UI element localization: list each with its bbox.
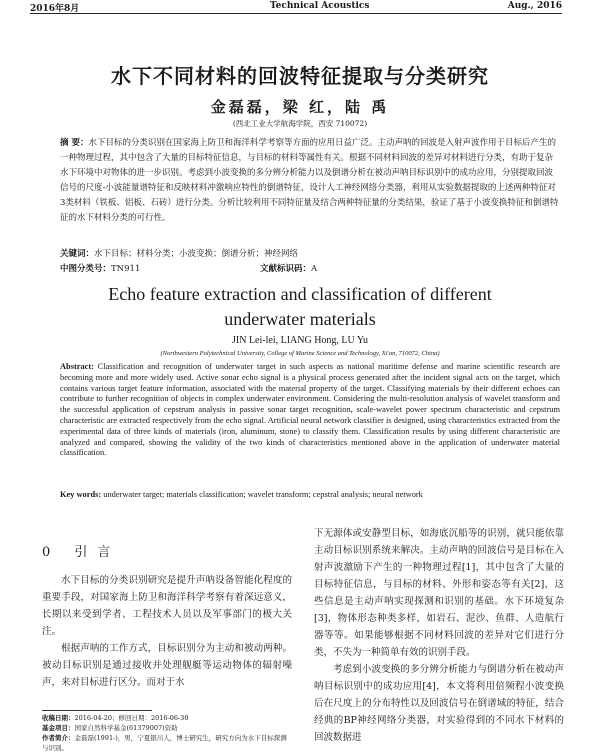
en-authors: JIN Lei-lei, LIANG Hong, LU Yu <box>232 335 368 346</box>
body-paragraph: 根据声呐的工作方式，目标识别分为主动和被动两种。被动目标识别是通过接收并处理舰艇等运动物体的辐射噪声，来对目标进行区分。而对于水 <box>42 643 292 688</box>
en-title <box>0 282 600 332</box>
en-abstract-text: Classification and recognition of underwater target in such aspects as national maritime defense and marine scientific research are becoming more and more widely used. Active sonar echo signal is a physical process generated after the incident signal acts on the target, which contains various target feature information, associated with the material property of the target. Classifying materials by their different echoes can contribute to further recognition of objects in complex underwater environment. Considering the multi-resolution analysis of wavelet transform and the successful application of cepstrum analysis in passive sonar target recognition, scale-wavelet power spectrum characteristic and cepstrum characteristic are extracted respectively from the echo signal. Artificial neural network classifier is designed, using characteristics extracted from the experimental data of three kinds of materials (iron, aluminum, stone) to classify them. Classification results by using different characteristic are analyzed and compared, showing the validity of the two kinds of characteristics mentioned above in the application of underwater material classification. <box>60 362 561 458</box>
cn-title: 水下不同材料的回波特征提取与分类研究 <box>111 64 489 88</box>
footnote-rule <box>42 710 152 711</box>
body-paragraph: 水下目标的分类识别研究是提升声呐设备智能化程度的重要手段，对国家海上防卫和海洋科学考察有着深远意义，长期以来受到学者、工程技术人员以及军事部门的极大关注。 <box>42 575 292 637</box>
footnote-author-text: 金磊磊(1991-)，男，宁夏银川人，博士研究生，研究方向为水下目标探测与识别。 <box>42 734 287 752</box>
en-abstract <box>60 362 560 459</box>
header-journal: Technical Acoustics <box>270 1 370 11</box>
footnotes <box>42 713 292 753</box>
header-rule <box>30 13 562 14</box>
doc-code-label: 文献标识码： <box>260 264 312 274</box>
cn-abstract-text: 水下目标的分类识别在国家海上防卫和海洋科学考察等方面的应用日益广泛。主动声呐的回波是入射声波作用于目标后产生的一种物理过程，其中包含了大量的目标特征信息，与目标的材料等属性有关。根据不同材料回波的差异对材料进行分类，有助于复杂水下环境中对物体的进一步识别。考虑到小波变换的多分辨分析能力以及倒谱分析在被动声呐目标识别中的成功应用，分别提取回波信号的尺度-小波能量谱特征和反映材料冲激响应特性的倒谱特征，设计人工神经网络分类器，利用从实验数据提取的上述两种特征对3类材料（铁板、铝板、石砖）进行分类。分析比较利用不同特征量及结合两种特征量的分类结果，验证了基于小波变换特征和倒谱特征的水下材料分类的可行性。 <box>60 138 559 223</box>
footnote-fund-label: 基金项目： <box>42 724 75 732</box>
body-paragraph: 考虑到小波变换的多分辨分析能力与倒谱分析在被动声呐目标识别中的成功应用[4]，本文将利用倍频程小波变换后在尺度上的分布特性以及回波信号在倒谱域的特征，结合经典的BP神经网络分类器，对实验得到的不同水下材料的回波数据进 <box>314 664 564 743</box>
class-number-value: TN911 <box>111 264 141 274</box>
cn-abstract <box>60 136 560 226</box>
cn-keywords <box>60 247 560 259</box>
cn-classification <box>60 262 560 274</box>
en-title-line1: Echo feature extraction and classification of different <box>108 284 492 304</box>
body-paragraph: 下无源体或安静型目标，如海底沉船等的识别，就只能依靠主动目标识别系统来解决。主动声呐的回波信号是目标在入射声波激励下产生的一种物理过程[1]，其中包含了大量的目标特征信息，与目标的材料、外形和姿态等有关[2]，这些信息是主动声呐实现探测和识别的基础。水下环境复杂[3]，物体形态种类多样，如岩石、泥沙、鱼群、人造航行器等等。如果能够根据不同材料回波的差异对它们进行分类，不失为一种简单有效的识别手段。 <box>314 528 564 658</box>
cn-authors: 金磊磊，梁 红，陆 禹 <box>210 98 390 116</box>
cn-keywords-label: 关键词： <box>60 249 95 259</box>
en-abstract-label: Abstract: <box>60 362 94 371</box>
footnote-author <box>42 733 292 753</box>
en-title-line2: underwater materials <box>224 309 376 329</box>
doc-code <box>260 262 317 274</box>
footnote-author-label: 作者简介： <box>42 734 75 742</box>
footnote-received-label: 收稿日期： <box>42 714 75 722</box>
en-keywords-text: underwater target; materials classification; wavelet transform; cepstral analysis; neural network <box>103 490 423 499</box>
cn-keywords-text: 水下目标；材料分类；小波变换；倒谱分析；神经网络 <box>94 249 299 259</box>
body-left-column <box>42 572 292 691</box>
footnote-received <box>42 713 292 723</box>
header-date-en: Aug., 2016 <box>507 1 562 11</box>
en-affiliation: (Northwestern Polytechnical University, College of Marine Science and Technology, Xi'an, 710072, China) <box>160 350 440 357</box>
footnote-received-text: 2016-04-20；修回日期：2016-06-30 <box>74 714 189 722</box>
header-date: 2016年8月 <box>30 4 80 14</box>
cn-abstract-label: 摘 要： <box>60 138 89 148</box>
en-keywords-label: Key words: <box>60 490 102 499</box>
body-right-column <box>314 525 564 746</box>
cn-affiliation: (西北工业大学航海学院，西安 710072) <box>232 119 368 128</box>
footnote-fund <box>42 723 292 733</box>
running-header <box>0 0 600 16</box>
footnote-fund-text: 国家自然科学基金(61379007)资助 <box>74 724 178 732</box>
en-keywords <box>60 490 560 499</box>
section-title: 0 引言 <box>42 545 121 560</box>
doc-code-value: A <box>311 264 318 274</box>
class-number-label: 中图分类号： <box>60 264 112 274</box>
